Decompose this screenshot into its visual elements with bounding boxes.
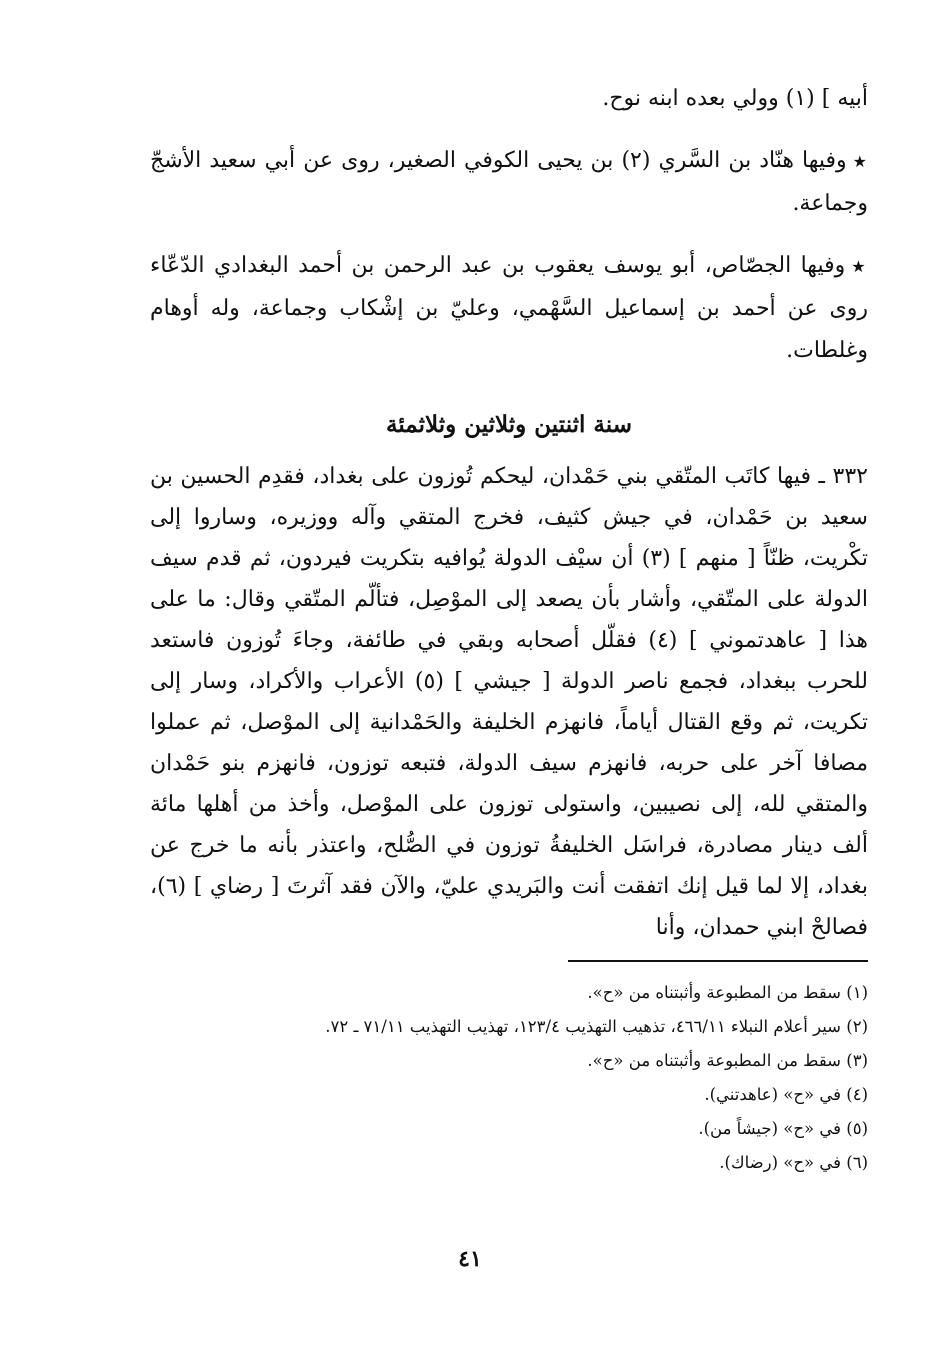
footnote-item: (٤) في «ح» (عاهدتني). [704,1085,868,1104]
entry-jassas [150,245,868,372]
page-number: ٤١ [458,1246,482,1272]
footnote-item: (٣) سقط من المطبوعة وأثبتناه من «ح». [587,1051,868,1070]
section-heading: سنة اثنتين وثلاثين وثلاثمئة [386,411,632,438]
entry-jassas-text: وفيها الجصّاص، أبو يوسف يعقوب بن عبد الرحمن بن أحمد البغدادي الدّعّاء روى عن أحمد بن إسماعيل السَّهْمي، وعليّ بن إشْكاب وجماعة، وله أوهام وغلطات. [150,253,868,363]
book-page [150,78,868,1180]
entry-hannad [150,140,868,225]
footnote-item: (١) سقط من المطبوعة وأثبتناه من «ح». [587,983,868,1002]
star-bullet-icon: ★ [851,257,868,276]
footnote-divider [568,960,868,962]
footnote-item: (٢) سير أعلام النبلاء ٤٦٦/١١، تذهيب التهذيب ١٢٣/٤، تهذيب التهذيب ٧١/١١ ـ ٧٢. [325,1017,868,1036]
footnotes-list [150,976,868,1180]
entry-hannad-text: وفيها هنّاد بن السَّري (٢) بن يحيى الكوفي الصغير، روى عن أبي سعيد الأشجّ وجماعة. [150,148,868,216]
continuation-paragraph: أبيه ] (١) وولي بعده ابنه نوح. [602,86,868,111]
footnote-item: (٥) في «ح» (جيشاً من). [698,1119,868,1138]
footnote-item: (٦) في «ح» (رضاك). [719,1153,868,1172]
star-bullet-icon: ★ [852,152,869,171]
main-paragraph: ٣٣٢ ـ فيها كاتَب المتّقي بني حَمْدان، ليحكم تُوزون على بغداد، فقدِم الحسين بن سعيد بن حَمْدان، في جيش كثيف، فخرج المتقي وآله ووزيره، وساروا إلى تكْريت، ظنّاً [ منهم ] (٣) أن سيْف الدولة يُوافيه بتكريت فيردون، ثم قدم سيف الدولة على المتّقي، وأشار بأن يصعد إلى الموْصِل، فتألّم المتّقي وقال: ما على هذا [ عاهدتموني ] (٤) فقلّل أصحابه وبقي في طائفة، وجاءَ تُوزون فاستعد للحرب ببغداد، فجمع ناصر الدولة [ جيشي ] (٥) الأعراب والأكراد، وسار إلى تكريت، ثم وقع القتال أياماً، فانهزم الخليفة والحَمْدانية إلى الموْصل، ثم عملوا مصافا آخر على حربه، فانهزم سيف الدولة، فتبعه توزون، فانهزم بنو حَمْدان والمتقي لله، إلى نصيبين، واستولى توزون على الموْصل، وأخذ من أهلها مائة ألف دينار مصادرة، فراسَل الخليفةُ توزون في الصُّلح، واعتذر بأنه ما خرج عن بغداد، إلا لما قيل إنك اتفقت أنت والبَريدي عليّ، والآن فقد آثرتَ [ رضاي ] (٦)، فصالحْ ابني حمدان، وأنا [150,464,869,940]
